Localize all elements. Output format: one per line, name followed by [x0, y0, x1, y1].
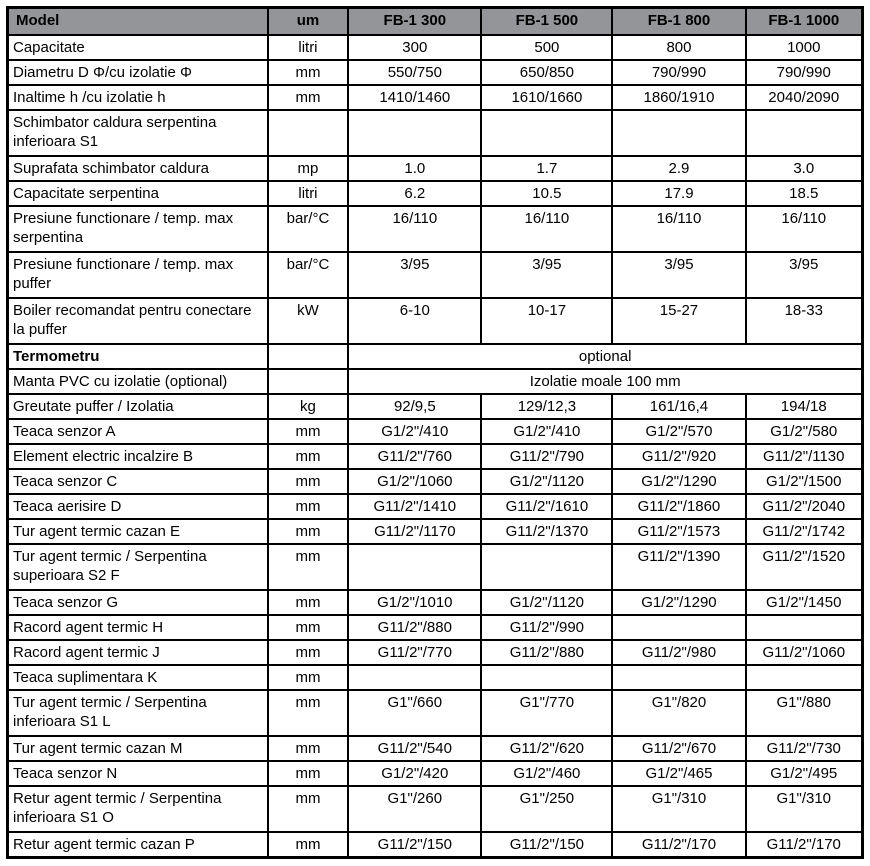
um-cell: bar/°C — [268, 206, 349, 252]
value-cell — [746, 110, 863, 156]
row-label: Capacitate — [8, 35, 268, 60]
row-label: Teaca senzor N — [8, 761, 268, 786]
value-cell — [481, 544, 612, 590]
row-label: Teaca senzor G — [8, 590, 268, 615]
row-label: Boiler recomandat pentru conectare la puffer — [8, 298, 268, 344]
value-cell: G1/2"/1120 — [481, 590, 612, 615]
value-cell: G11/2"/730 — [746, 736, 863, 761]
table-row — [8, 736, 863, 761]
span-value-cell: Izolatie moale 100 mm — [348, 369, 862, 394]
value-cell: 800 — [612, 35, 745, 60]
um-cell: mm — [268, 690, 349, 736]
value-cell: G1/2"/1010 — [348, 590, 481, 615]
table-row — [8, 369, 863, 394]
row-label: Presiune functionare / temp. max puffer — [8, 252, 268, 298]
value-cell: 3/95 — [612, 252, 745, 298]
value-cell: G11/2"/920 — [612, 444, 745, 469]
value-cell: 1610/1660 — [481, 85, 612, 110]
value-cell: G11/2"/150 — [348, 832, 481, 858]
value-cell: 1.0 — [348, 156, 481, 181]
value-cell: 18-33 — [746, 298, 863, 344]
value-cell: G11/2"/880 — [481, 640, 612, 665]
row-label: Element electric incalzire B — [8, 444, 268, 469]
value-cell: G1/2"/1060 — [348, 469, 481, 494]
um-cell: mm — [268, 544, 349, 590]
table-row — [8, 690, 863, 736]
table-row — [8, 85, 863, 110]
value-cell: G1"/310 — [746, 786, 863, 832]
table-row — [8, 590, 863, 615]
table-row — [8, 344, 863, 369]
um-cell — [268, 344, 349, 369]
um-cell: litri — [268, 181, 349, 206]
value-cell: 790/990 — [746, 60, 863, 85]
value-cell — [746, 615, 863, 640]
value-cell: 300 — [348, 35, 481, 60]
value-cell — [612, 615, 745, 640]
table-row — [8, 444, 863, 469]
value-cell: 1410/1460 — [348, 85, 481, 110]
row-label: Racord agent termic J — [8, 640, 268, 665]
value-cell: 10.5 — [481, 181, 612, 206]
value-cell: G11/2"/170 — [746, 832, 863, 858]
value-cell: G11/2"/760 — [348, 444, 481, 469]
value-cell: 550/750 — [348, 60, 481, 85]
value-cell: 16/110 — [348, 206, 481, 252]
value-cell: 16/110 — [612, 206, 745, 252]
value-cell: G1"/820 — [612, 690, 745, 736]
value-cell — [348, 110, 481, 156]
row-label: Tur agent termic / Serpentina superioara S2 F — [8, 544, 268, 590]
value-cell: G11/2"/990 — [481, 615, 612, 640]
value-cell: G11/2"/1370 — [481, 519, 612, 544]
value-cell: G11/2"/790 — [481, 444, 612, 469]
value-cell: G11/2"/620 — [481, 736, 612, 761]
value-cell: G11/2"/540 — [348, 736, 481, 761]
value-cell — [481, 110, 612, 156]
value-cell — [612, 665, 745, 690]
row-label: Tur agent termic / Serpentina inferioara S1 L — [8, 690, 268, 736]
value-cell: 2.9 — [612, 156, 745, 181]
row-label: Inaltime h /cu izolatie h — [8, 85, 268, 110]
row-label: Tur agent termic cazan E — [8, 519, 268, 544]
spec-table-body — [8, 35, 863, 858]
value-cell: G1/2"/420 — [348, 761, 481, 786]
row-label: Racord agent termic H — [8, 615, 268, 640]
value-cell — [481, 665, 612, 690]
value-cell: G11/2"/670 — [612, 736, 745, 761]
value-cell: G11/2"/1060 — [746, 640, 863, 665]
um-cell: kg — [268, 394, 349, 419]
table-row — [8, 110, 863, 156]
table-row — [8, 469, 863, 494]
value-cell: G11/2"/1573 — [612, 519, 745, 544]
value-cell: G11/2"/1410 — [348, 494, 481, 519]
value-cell: G11/2"/1742 — [746, 519, 863, 544]
column-header-fb1-800: FB-1 800 — [612, 8, 745, 36]
value-cell: 3/95 — [348, 252, 481, 298]
um-cell: mm — [268, 519, 349, 544]
table-row — [8, 665, 863, 690]
value-cell: G11/2"/1860 — [612, 494, 745, 519]
header-row — [8, 8, 863, 36]
um-cell: mm — [268, 444, 349, 469]
value-cell: G1/2"/1120 — [481, 469, 612, 494]
table-row — [8, 394, 863, 419]
span-value-cell: optional — [348, 344, 862, 369]
row-label: Teaca senzor A — [8, 419, 268, 444]
table-row — [8, 419, 863, 444]
um-cell: mm — [268, 419, 349, 444]
value-cell: 16/110 — [746, 206, 863, 252]
value-cell — [612, 110, 745, 156]
row-label: Schimbator caldura serpentina inferioara S1 — [8, 110, 268, 156]
value-cell: 17.9 — [612, 181, 745, 206]
value-cell: G1/2"/410 — [348, 419, 481, 444]
value-cell: G1/2"/465 — [612, 761, 745, 786]
table-row — [8, 298, 863, 344]
row-label: Tur agent termic cazan M — [8, 736, 268, 761]
value-cell: 6-10 — [348, 298, 481, 344]
value-cell: 16/110 — [481, 206, 612, 252]
value-cell: G11/2"/770 — [348, 640, 481, 665]
value-cell: 3/95 — [746, 252, 863, 298]
column-header-fb1-300: FB-1 300 — [348, 8, 481, 36]
value-cell: 3.0 — [746, 156, 863, 181]
um-cell: mm — [268, 590, 349, 615]
value-cell: G11/2"/2040 — [746, 494, 863, 519]
row-label: Retur agent termic / Serpentina inferioara S1 O — [8, 786, 268, 832]
um-cell: mm — [268, 736, 349, 761]
table-row — [8, 786, 863, 832]
value-cell: 10-17 — [481, 298, 612, 344]
value-cell: G11/2"/150 — [481, 832, 612, 858]
value-cell: 194/18 — [746, 394, 863, 419]
table-row — [8, 761, 863, 786]
um-cell: litri — [268, 35, 349, 60]
value-cell: G11/2"/1520 — [746, 544, 863, 590]
row-label: Diametru D Φ/cu izolatie Φ — [8, 60, 268, 85]
table-row — [8, 181, 863, 206]
row-label: Teaca aerisire D — [8, 494, 268, 519]
um-cell — [268, 110, 349, 156]
um-cell: mm — [268, 494, 349, 519]
um-cell: mm — [268, 786, 349, 832]
value-cell: G1"/250 — [481, 786, 612, 832]
um-cell: mm — [268, 469, 349, 494]
row-label: Teaca suplimentara K — [8, 665, 268, 690]
table-row — [8, 60, 863, 85]
table-row — [8, 206, 863, 252]
row-label: Suprafata schimbator caldura — [8, 156, 268, 181]
value-cell: G1"/260 — [348, 786, 481, 832]
value-cell: 18.5 — [746, 181, 863, 206]
value-cell: G1"/310 — [612, 786, 745, 832]
value-cell: G1/2"/1290 — [612, 590, 745, 615]
value-cell: 161/16,4 — [612, 394, 745, 419]
row-label: Teaca senzor C — [8, 469, 268, 494]
value-cell: 790/990 — [612, 60, 745, 85]
um-cell: mm — [268, 665, 349, 690]
value-cell: 2040/2090 — [746, 85, 863, 110]
um-cell: mm — [268, 761, 349, 786]
value-cell: G1"/660 — [348, 690, 481, 736]
um-cell: mm — [268, 832, 349, 858]
um-cell: mm — [268, 85, 349, 110]
value-cell: 92/9,5 — [348, 394, 481, 419]
row-label: Presiune functionare / temp. max serpentina — [8, 206, 268, 252]
table-row — [8, 494, 863, 519]
um-cell: mm — [268, 615, 349, 640]
row-label: Greutate puffer / Izolatia — [8, 394, 268, 419]
value-cell: 3/95 — [481, 252, 612, 298]
table-row — [8, 156, 863, 181]
um-cell: kW — [268, 298, 349, 344]
value-cell: G1/2"/570 — [612, 419, 745, 444]
value-cell: G11/2"/1390 — [612, 544, 745, 590]
value-cell: G11/2"/1170 — [348, 519, 481, 544]
row-label: Retur agent termic cazan P — [8, 832, 268, 858]
value-cell: 129/12,3 — [481, 394, 612, 419]
column-header-model: Model — [8, 8, 268, 36]
value-cell: G1/2"/410 — [481, 419, 612, 444]
value-cell: 1.7 — [481, 156, 612, 181]
table-row — [8, 252, 863, 298]
value-cell: G11/2"/170 — [612, 832, 745, 858]
value-cell — [348, 544, 481, 590]
um-cell — [268, 369, 349, 394]
row-label: Capacitate serpentina — [8, 181, 268, 206]
um-cell: bar/°C — [268, 252, 349, 298]
column-header-um: um — [268, 8, 349, 36]
table-row — [8, 615, 863, 640]
table-row — [8, 832, 863, 858]
value-cell: 6.2 — [348, 181, 481, 206]
value-cell: G11/2"/1130 — [746, 444, 863, 469]
table-row — [8, 544, 863, 590]
value-cell: G11/2"/880 — [348, 615, 481, 640]
value-cell: G1"/880 — [746, 690, 863, 736]
table-row — [8, 35, 863, 60]
value-cell: G1/2"/1290 — [612, 469, 745, 494]
row-label: Manta PVC cu izolatie (optional) — [8, 369, 268, 394]
spec-table — [6, 6, 864, 859]
um-cell: mm — [268, 640, 349, 665]
value-cell: G1/2"/580 — [746, 419, 863, 444]
value-cell: G1/2"/460 — [481, 761, 612, 786]
value-cell: G1/2"/1450 — [746, 590, 863, 615]
value-cell: G1/2"/495 — [746, 761, 863, 786]
value-cell: 15-27 — [612, 298, 745, 344]
value-cell: G11/2"/980 — [612, 640, 745, 665]
value-cell: 1000 — [746, 35, 863, 60]
value-cell — [746, 665, 863, 690]
um-cell: mp — [268, 156, 349, 181]
value-cell: 1860/1910 — [612, 85, 745, 110]
value-cell: 650/850 — [481, 60, 612, 85]
value-cell — [348, 665, 481, 690]
value-cell: G1"/770 — [481, 690, 612, 736]
value-cell: G11/2"/1610 — [481, 494, 612, 519]
value-cell: 500 — [481, 35, 612, 60]
um-cell: mm — [268, 60, 349, 85]
column-header-fb1-1000: FB-1 1000 — [746, 8, 863, 36]
table-row — [8, 519, 863, 544]
row-label: Termometru — [8, 344, 268, 369]
column-header-fb1-500: FB-1 500 — [481, 8, 612, 36]
table-row — [8, 640, 863, 665]
value-cell: G1/2"/1500 — [746, 469, 863, 494]
